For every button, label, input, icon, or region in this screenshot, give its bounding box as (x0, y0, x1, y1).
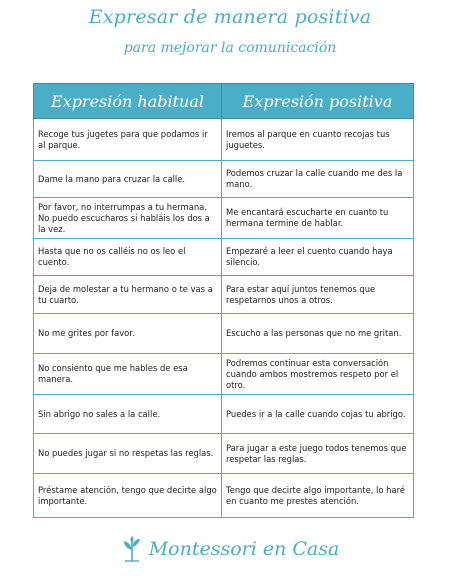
positiva-cell: Escucho a las personas que no me gritan. (222, 314, 414, 354)
brand-logo (0, 534, 460, 564)
habitual-cell: No consiento que me hables de esa manera. (34, 354, 222, 395)
positiva-cell: Empezaré a leer el cuento cuando haya silencio. (222, 239, 414, 276)
table-row (34, 474, 414, 518)
habitual-cell: Hasta que no os calléis no os leo el cuento. (34, 239, 222, 276)
expressions-table (33, 83, 414, 518)
habitual-cell: No me grites por favor. (34, 314, 222, 354)
positiva-cell: Podremos continuar esta conversación cuando ambos mostremos respeto por el otro. (222, 354, 414, 395)
habitual-cell: No puedes jugar si no respetas las reglas. (34, 434, 222, 474)
habitual-cell: Sin abrigo no sales a la calle. (34, 395, 222, 434)
positiva-cell: Tengo que decirte algo importante, lo haré en cuanto me prestes atención. (222, 474, 414, 518)
habitual-cell: Por favor, no interrumpas a tu hermana. No puedo escucharos si habláis los dos a la vez. (34, 198, 222, 239)
brand-name: Montessori en Casa (148, 538, 340, 560)
positiva-cell: Iremos al parque en cuanto recojas tus juguetes. (222, 119, 414, 161)
column-header-positiva: Expresión positiva (222, 84, 414, 119)
table-row (34, 314, 414, 354)
positiva-cell: Me encantará escucharte en cuanto tu hermana termine de hablar. (222, 198, 414, 239)
positiva-cell: Para jugar a este juego todos tenemos que respetar las reglas. (222, 434, 414, 474)
table-row (34, 161, 414, 198)
positiva-cell: Podemos cruzar la calle cuando me des la mano. (222, 161, 414, 198)
table-row (34, 354, 414, 395)
table-row (34, 198, 414, 239)
habitual-cell: Recoge tus jugetes para que podamos ir al parque. (34, 119, 222, 161)
habitual-cell: Deja de molestar a tu hermano o te vas a tu cuarto. (34, 276, 222, 314)
table-row (34, 239, 414, 276)
table-row (34, 434, 414, 474)
habitual-cell: Dame la mano para cruzar la calle. (34, 161, 222, 198)
column-header-habitual: Expresión habitual (34, 84, 222, 119)
table-row (34, 119, 414, 161)
plant-logo-icon (121, 536, 143, 562)
positiva-cell: Para estar aquí juntos tenemos que respetarnos unos a otros. (222, 276, 414, 314)
page-title: Expresar de manera positiva (88, 6, 372, 28)
positiva-cell: Puedes ir a la calle cuando cojas tu abrigo. (222, 395, 414, 434)
page-subtitle: para mejorar la comunicación (123, 40, 337, 56)
table-row (34, 276, 414, 314)
habitual-cell: Préstame atención, tengo que decirte algo importante. (34, 474, 222, 518)
table-header-row (34, 84, 414, 119)
table-row (34, 395, 414, 434)
